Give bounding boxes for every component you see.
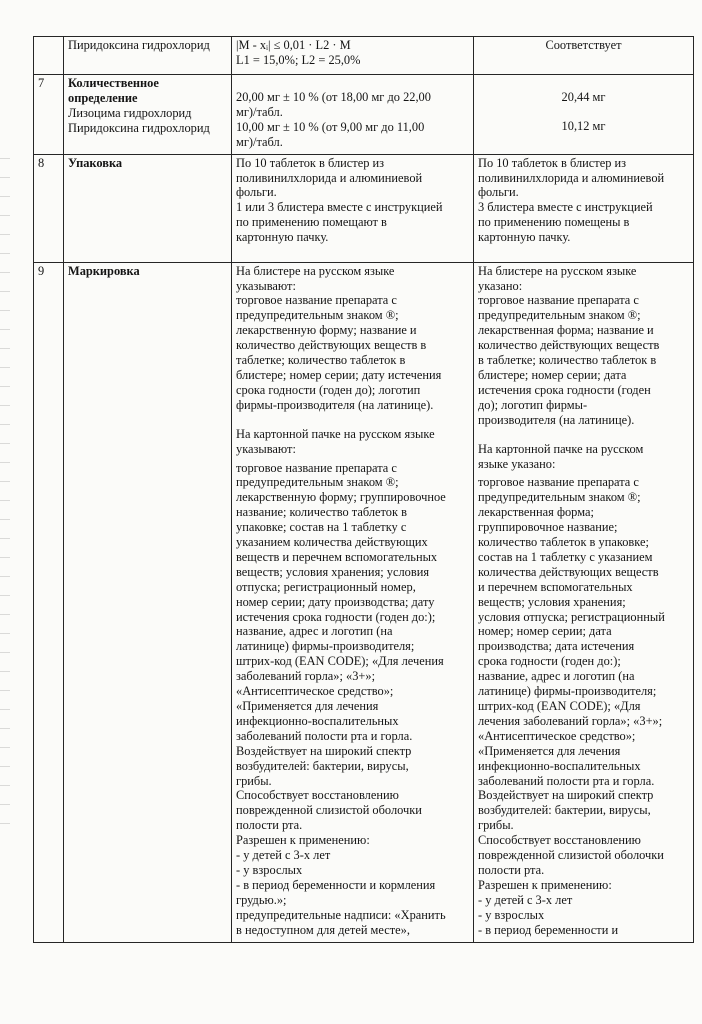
requirement-line: указывают: bbox=[236, 441, 296, 456]
requirement-line: отпуска; регистрационный номер, bbox=[236, 579, 416, 594]
result-text: Соответствует bbox=[545, 38, 622, 52]
result-line: полости рта. bbox=[478, 862, 545, 877]
result-value: 10,12 мг bbox=[561, 118, 606, 133]
row-title: Упаковка bbox=[68, 155, 123, 170]
result-line: предупредительным знаком ®; bbox=[478, 490, 641, 505]
result-line: возбудителей: бактерии, вирусы, bbox=[478, 803, 651, 818]
row-name-cell bbox=[64, 37, 232, 75]
result-cell bbox=[474, 154, 694, 262]
result-line: до); логотип фирмы- bbox=[478, 397, 588, 412]
result-line: в таблетке; количество таблеток в bbox=[478, 353, 657, 368]
result-line: Разрешен к применению: bbox=[478, 877, 612, 892]
result-line: картонную пачку. bbox=[478, 230, 571, 245]
requirement-line: мг)/табл. bbox=[236, 104, 283, 119]
result-line: языке указано: bbox=[478, 456, 556, 471]
requirement-cell bbox=[232, 154, 474, 262]
requirement-line: веществ; условия хранения; условия bbox=[236, 564, 430, 579]
row-name-cell bbox=[64, 154, 232, 262]
requirement-line: 1 или 3 блистера вместе с инструкцией bbox=[236, 200, 443, 215]
requirement-line: название; количество таблеток в bbox=[236, 505, 407, 520]
requirement-line: фирмы-производителя (на латинице). bbox=[236, 397, 434, 412]
row-number: 7 bbox=[38, 76, 45, 90]
result-line: лекарственная форма; bbox=[478, 505, 594, 520]
requirement-line: «Применяется для лечения bbox=[236, 699, 379, 713]
requirement-line: количество действующих веществ в bbox=[236, 338, 427, 353]
result-line: количество действующих веществ bbox=[478, 338, 660, 353]
result-cell bbox=[474, 75, 694, 155]
specification-table bbox=[33, 36, 694, 943]
result-line: производства; дата истечения bbox=[478, 639, 635, 654]
requirement-line: упаковке; состав на 1 таблетку с bbox=[236, 520, 407, 535]
result-line: латинице) фирмы-производителя; bbox=[478, 684, 657, 699]
result-line: - в период беременности и bbox=[478, 922, 619, 937]
row-name-cell bbox=[64, 262, 232, 942]
result-line: штрих-код (EAN CODE); «Для bbox=[478, 699, 641, 713]
row-title-line: определение bbox=[68, 90, 138, 105]
requirement-line: - в период беременности и кормления bbox=[236, 877, 436, 892]
requirement-line: 10,00 мг ± 10 % (от 9,00 мг до 11,00 bbox=[236, 119, 425, 134]
result-line: инфекционно-воспалительных bbox=[478, 758, 641, 773]
result-line: и перечнем вспомогательных bbox=[478, 579, 633, 594]
carton-requirement-heading bbox=[236, 427, 469, 457]
formula-line: |M - xᵢ| ≤ 0,01 · L2 · M bbox=[236, 38, 351, 52]
result-line: «Применяется для лечения bbox=[478, 743, 621, 758]
requirement-line: - у взрослых bbox=[236, 862, 303, 877]
requirement-cell bbox=[232, 262, 474, 942]
result-line: веществ; условия хранения; bbox=[478, 594, 626, 609]
limits-line: L1 = 15,0%; L2 = 25,0% bbox=[236, 52, 361, 67]
result-line: По 10 таблеток в блистер из bbox=[478, 155, 627, 170]
requirement-line: «Антисептическое средство»; bbox=[236, 684, 394, 699]
row-title: Маркировка bbox=[68, 263, 140, 278]
spacer bbox=[478, 428, 689, 442]
requirement-cell bbox=[232, 37, 474, 75]
requirement-line: - у детей с 3-х лет bbox=[236, 848, 331, 863]
result-line: Способствует восстановлению bbox=[478, 833, 641, 848]
result-line: лекарственная форма; название и bbox=[478, 323, 654, 338]
requirement-line: штрих-код (EAN CODE); «Для лечения bbox=[236, 654, 444, 669]
requirement-line: картонную пачку. bbox=[236, 230, 329, 245]
requirement-line: таблетке; количество таблеток в bbox=[236, 353, 406, 368]
row-number-cell bbox=[34, 154, 64, 262]
requirement-line: На блистере на русском языке bbox=[236, 263, 395, 278]
row-number: 9 bbox=[38, 263, 45, 278]
spacer bbox=[478, 105, 689, 119]
requirement-line: Способствует восстановлению bbox=[236, 788, 399, 803]
result-line: количества действующих веществ bbox=[478, 564, 659, 579]
substance-name: Лизоцима гидрохлорид bbox=[68, 105, 192, 120]
requirement-line: номер серии; дату производства; дату bbox=[236, 594, 435, 609]
result-line: фольги. bbox=[478, 185, 519, 200]
requirement-line: предупредительные надписи: «Хранить bbox=[236, 907, 446, 922]
result-line: блистере; номер серии; дата bbox=[478, 367, 627, 382]
requirement-line: мг)/табл. bbox=[236, 134, 283, 149]
requirement-line: полости рта. bbox=[236, 818, 303, 833]
result-line: срока годности (годен до:); bbox=[478, 654, 621, 669]
requirement-line: предупредительным знаком ®; bbox=[236, 308, 399, 323]
carton-requirement bbox=[236, 461, 469, 938]
result-line: номер; номер серии; дата bbox=[478, 624, 612, 639]
row-number: 8 bbox=[38, 155, 45, 170]
requirement-cell bbox=[232, 75, 474, 155]
requirement-line: инфекционно-воспалительных bbox=[236, 713, 399, 728]
requirement-line: по применению помещают в bbox=[236, 215, 387, 230]
blister-requirement bbox=[236, 264, 469, 413]
requirement-line: лекарственную форму; группировочное bbox=[236, 490, 446, 505]
result-line: количество таблеток в упаковке; bbox=[478, 535, 649, 550]
blister-result bbox=[478, 264, 689, 428]
requirement-line: торговое название препарата с bbox=[236, 293, 397, 308]
result-line: производителя (на латинице). bbox=[478, 412, 635, 427]
result-line: состав на 1 таблетку с указанием bbox=[478, 549, 653, 564]
requirement-line: указывают: bbox=[236, 278, 296, 293]
result-line: указано: bbox=[478, 278, 523, 293]
result-line: - у взрослых bbox=[478, 907, 545, 922]
requirement-line: грудью.»; bbox=[236, 892, 287, 907]
result-line: предупредительным знаком ®; bbox=[478, 308, 641, 323]
requirement-line: латинице) фирмы-производителя; bbox=[236, 639, 415, 654]
requirement-line: лекарственную форму; название и bbox=[236, 323, 417, 338]
row-name: Пиридоксина гидрохлорид bbox=[68, 38, 210, 52]
requirement-line: название, адрес и логотип (на bbox=[236, 624, 393, 639]
result-line: заболеваний полости рта и горла. bbox=[478, 773, 655, 788]
result-line: истечения срока годности (годен bbox=[478, 382, 651, 397]
table-row-7 bbox=[34, 75, 694, 155]
scan-edge-marks bbox=[0, 140, 10, 840]
row-title-line: Количественное bbox=[68, 76, 159, 90]
requirement-line: 20,00 мг ± 10 % (от 18,00 мг до 22,00 bbox=[236, 90, 431, 104]
requirement-line: истечения срока годности (годен до:); bbox=[236, 609, 436, 624]
result-line: торговое название препарата с bbox=[478, 293, 639, 308]
requirement-line: Воздействует на широкий спектр bbox=[236, 743, 412, 758]
table-row-9 bbox=[34, 262, 694, 942]
carton-result-heading bbox=[478, 442, 689, 472]
result-line: поврежденной слизистой оболочки bbox=[478, 848, 664, 863]
result-line: 3 блистера вместе с инструкцией bbox=[478, 200, 653, 215]
result-line: по применению помещены в bbox=[478, 215, 630, 230]
requirement-line: веществ и перечнем вспомогательных bbox=[236, 549, 438, 564]
result-cell bbox=[474, 262, 694, 942]
carton-result bbox=[478, 475, 689, 937]
row-number-cell bbox=[34, 75, 64, 155]
result-line: название, адрес и логотип (на bbox=[478, 669, 635, 684]
requirement-line: блистере; номер серии; дату истечения bbox=[236, 367, 442, 382]
requirement-line: фольги. bbox=[236, 185, 277, 200]
requirement-line: заболеваний горла»; «3+»; bbox=[236, 669, 376, 684]
requirement-line: поливинилхлорида и алюминиевой bbox=[236, 170, 423, 185]
result-line: грибы. bbox=[478, 818, 514, 833]
result-line: условия отпуска; регистрационный bbox=[478, 609, 665, 624]
result-value: 20,44 мг bbox=[561, 90, 606, 104]
row-name-cell bbox=[64, 75, 232, 155]
requirement-line: На картонной пачке на русском языке bbox=[236, 426, 435, 441]
result-line: группировочное название; bbox=[478, 520, 618, 535]
requirement-line: Разрешен к применению: bbox=[236, 833, 370, 848]
result-line: - у детей с 3-х лет bbox=[478, 892, 573, 907]
row-number-cell bbox=[34, 37, 64, 75]
requirement-line: торговое название препарата с bbox=[236, 460, 397, 475]
requirement-line: предупредительным знаком ®; bbox=[236, 475, 399, 490]
result-line: торговое название препарата с bbox=[478, 475, 639, 490]
requirement-line: возбудителей: бактерии, вирусы, bbox=[236, 758, 409, 773]
requirement-line: По 10 таблеток в блистер из bbox=[236, 155, 385, 170]
spacer bbox=[236, 413, 469, 427]
result-line: На блистере на русском языке bbox=[478, 263, 637, 278]
result-line: лечения заболеваний горла»; «3+»; bbox=[478, 713, 663, 728]
substance-name: Пиридоксина гидрохлорид bbox=[68, 120, 210, 135]
result-line: поливинилхлорида и алюминиевой bbox=[478, 170, 665, 185]
requirement-line: в недоступном для детей месте», bbox=[236, 922, 410, 937]
result-line: Воздействует на широкий спектр bbox=[478, 788, 654, 803]
spacer bbox=[478, 76, 689, 90]
result-line: На картонной пачке на русском bbox=[478, 441, 644, 456]
requirement-line: поврежденной слизистой оболочки bbox=[236, 803, 422, 818]
requirement-line: грибы. bbox=[236, 773, 272, 788]
requirement-line: заболеваний полости рта и горла. bbox=[236, 728, 413, 743]
result-line: «Антисептическое средство»; bbox=[478, 728, 636, 743]
requirement-line: срока годности (годен до); логотип bbox=[236, 382, 421, 397]
spacer bbox=[236, 76, 469, 90]
row-number-cell bbox=[34, 262, 64, 942]
result-cell bbox=[474, 37, 694, 75]
requirement-line: указанием количества действующих bbox=[236, 535, 428, 550]
table-row-8 bbox=[34, 154, 694, 262]
table-row-pyridoxine bbox=[34, 37, 694, 75]
